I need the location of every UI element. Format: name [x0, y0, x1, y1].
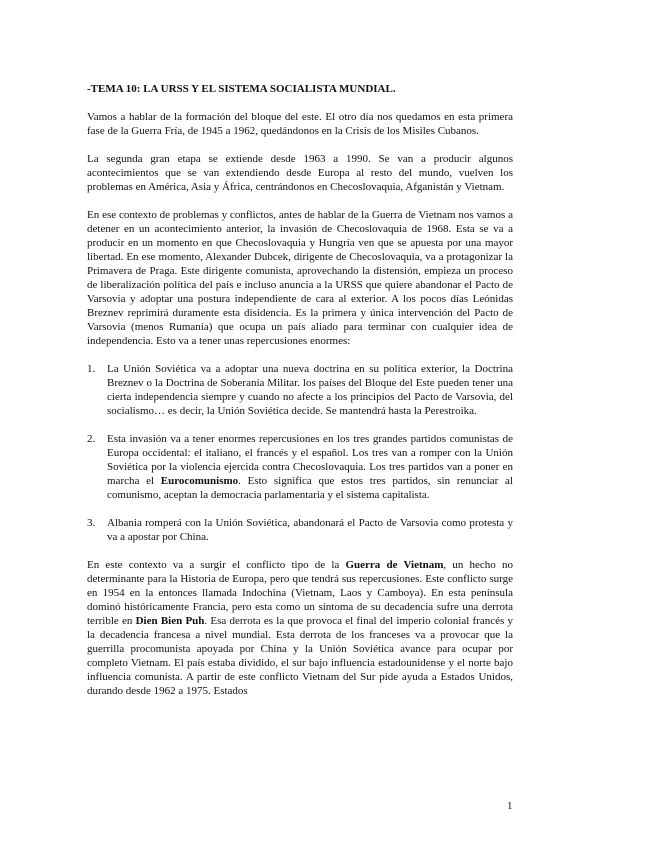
document-body	[87, 82, 513, 712]
list-item-text-part: . Esto significa que estos tres partidos, sin renunciar al comunismo, aceptan la democracia parlamentaria y el sistema capitalista.	[107, 475, 513, 501]
paragraph-second-stage: La segunda gran etapa se extiende desde 1963 a 1990. Se van a producir algunos acontecimientos que se van extendiendo desde Europa al resto del mundo, vuelven los problemas en América, Asia y África, centrándonos en Checoslovaquia, Afganistán y Vietnam.	[87, 153, 513, 193]
page-number: 1	[507, 800, 513, 812]
list-item-number: 3.	[87, 517, 96, 529]
paragraph-vietnam	[87, 558, 513, 698]
paragraph-text-part: En este contexto va a surgir el conflicto tipo de la	[87, 559, 346, 571]
list-item-text	[107, 433, 513, 501]
bold-term-eurocomunismo: Eurocomunismo	[160, 475, 239, 487]
list-item-number: 1.	[87, 363, 96, 375]
list-item-text: Albania romperá con la Unión Soviética, abandonará el Pacto de Varsovia como protesta y va a apostar por China.	[107, 517, 513, 543]
list-item	[87, 516, 513, 544]
list-item-number: 2.	[87, 433, 96, 445]
bold-term-dien-bien-puh: Dien Bien Puh	[135, 615, 205, 627]
list-item-text: La Unión Soviética va a adoptar una nueva doctrina en su política exterior, la Doctrina Breznev o la Doctrina de Soberanía Militar. los países del Bloque del Este pueden tener una cierta independencia siempre y cuando no afecte a los principios del Pacto de Varsovia, del socialismo… es decir, la Unión Soviética decide. Se mantendrá hasta la Perestroika.	[107, 363, 513, 417]
repercussions-list	[87, 362, 513, 544]
document-title: -TEMA 10: LA URSS Y EL SISTEMA SOCIALISTA MUNDIAL.	[87, 83, 396, 95]
bold-term-guerra-de-vietnam: Guerra de Vietnam	[345, 559, 444, 571]
paragraph-czechoslovakia: En ese contexto de problemas y conflictos, antes de hablar de la Guerra de Vietnam nos vamos a detener en un acontecimiento anterior, la invasión de Checoslovaquia de 1968. Esta se va a producir en un momento en que Checoslovaquia y Hungría ven que se apuesta por una mayor libertad. En ese momento, Alexander Dubcek, dirigente de Checoslovaquia, va a protagonizar la Primavera de Praga. Este dirigente comunista, aprovechando la distensión, empieza un proceso de liberalización política del país e incluso anuncia a la URSS que quiere abandonar el Pacto de Varsovia y adoptar una postura independiente de cara al exterior. A los pocos días Leónidas Breznev reprimirá duramente esta disidencia. Es la primera y única intervención del Pacto de Varsovia (menos Rumanía) que ocupa un país aliado para terminar con cualquier idea de independencia. Esto va a tener unas repercusiones enormes:	[87, 209, 513, 347]
list-item	[87, 432, 513, 502]
paragraph-text-part: , un hecho no determinante para la Historia de Europa, pero que tendrá sus repercusiones. Este conflicto surge en 1954 en la entonces llamada Indochina (Vietnam, Laos y Camboya). En esta península dominó históricamente Francia, pero esta como un síntoma de su decadencia sufre una derrota terrible en	[87, 559, 513, 627]
paragraph-text-part: . Esa derrota es la que provoca el final del imperio colonial francés y la decadencia francesa a nivel mundial. Esta derrota de los franceses va a provocar que la guerrilla procomunista apoyada por China y la Unión Soviética avance para ocupar por completo Vietnam. El país estaba dividido, el sur bajo influencia estadounidense y el norte bajo influencia comunista. A partir de este conflicto Vietnam del Sur pide ayuda a Estados Unidos, durando desde 1962 a 1975. Estados	[87, 615, 513, 697]
paragraph-intro: Vamos a hablar de la formación del bloque del este. El otro día nos quedamos en esta primera fase de la Guerra Fría, de 1945 a 1962, quedándonos en la Crisis de los Misiles Cubanos.	[87, 111, 513, 137]
list-item	[87, 362, 513, 418]
list-item-text-part: Esta invasión va a tener enormes repercusiones en los tres grandes partidos comunistas de Europa occidental: el italiano, el francés y el español. Los tres van a romper con la Unión Soviética por la violencia ejercida contra Checoslovaquia. Los tres partidos van a poner en marcha el	[107, 433, 513, 487]
